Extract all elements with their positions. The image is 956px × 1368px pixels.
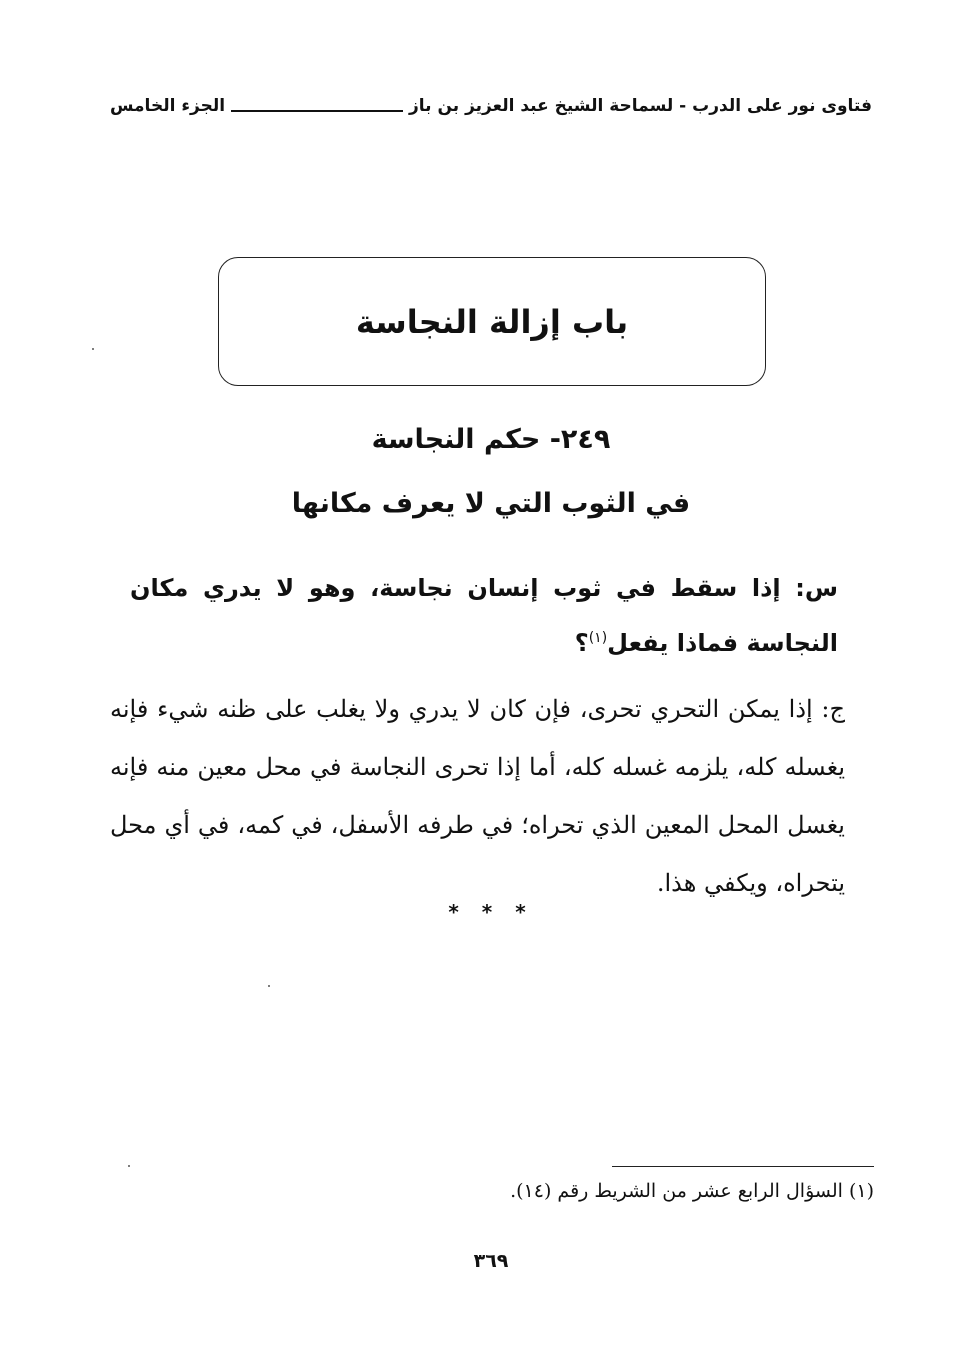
chapter-title: باب إزالة النجاسة: [355, 302, 629, 341]
question-mark: ؟: [574, 629, 589, 657]
header-book-title: فتاوى نور على الدرب - لسماحة الشيخ عبد العزيز بن باز: [409, 96, 872, 116]
header-volume: الجزء الخامس: [110, 96, 226, 116]
footnote-rule: [612, 1166, 874, 1167]
page-number: ٣٦٩: [473, 1250, 509, 1272]
section-separator: * * *: [448, 900, 534, 924]
scan-speck: [128, 1165, 130, 1167]
fatwa-heading-subject: في الثوب التي لا يعرف مكانها: [291, 488, 691, 519]
fatwa-heading-number: ٢٤٩- حكم النجاسة: [371, 424, 611, 455]
question-text: س: إذا سقط في ثوب إنسان نجاسة، وهو لا يدري مكان النجاسة فماذا يفعل: [130, 574, 838, 657]
chapter-title-box: [218, 257, 766, 386]
footnote: (١) السؤال الرابع عشر من الشريط رقم (١٤).: [510, 1180, 874, 1202]
footnote-reference[interactable]: (١): [588, 630, 608, 646]
scan-speck: [92, 348, 94, 350]
running-header: [110, 92, 872, 120]
answer-paragraph: ج: إذا يمكن التحري تحرى، فإن كان لا يدري ولا يغلب على ظنه شيء فإنه يغسله كله، يلزمه غسله كله، أما إذا تحرى النجاسة في محل معين منه فإنه يغسل المحل المعين الذي تحراه؛ في طرفه الأسفل، في كمه، في أي محل يتحراه، ويكفي هذا.: [110, 695, 845, 897]
scan-speck: [268, 985, 270, 987]
header-rule: [231, 110, 403, 112]
question-paragraph: [130, 563, 838, 668]
